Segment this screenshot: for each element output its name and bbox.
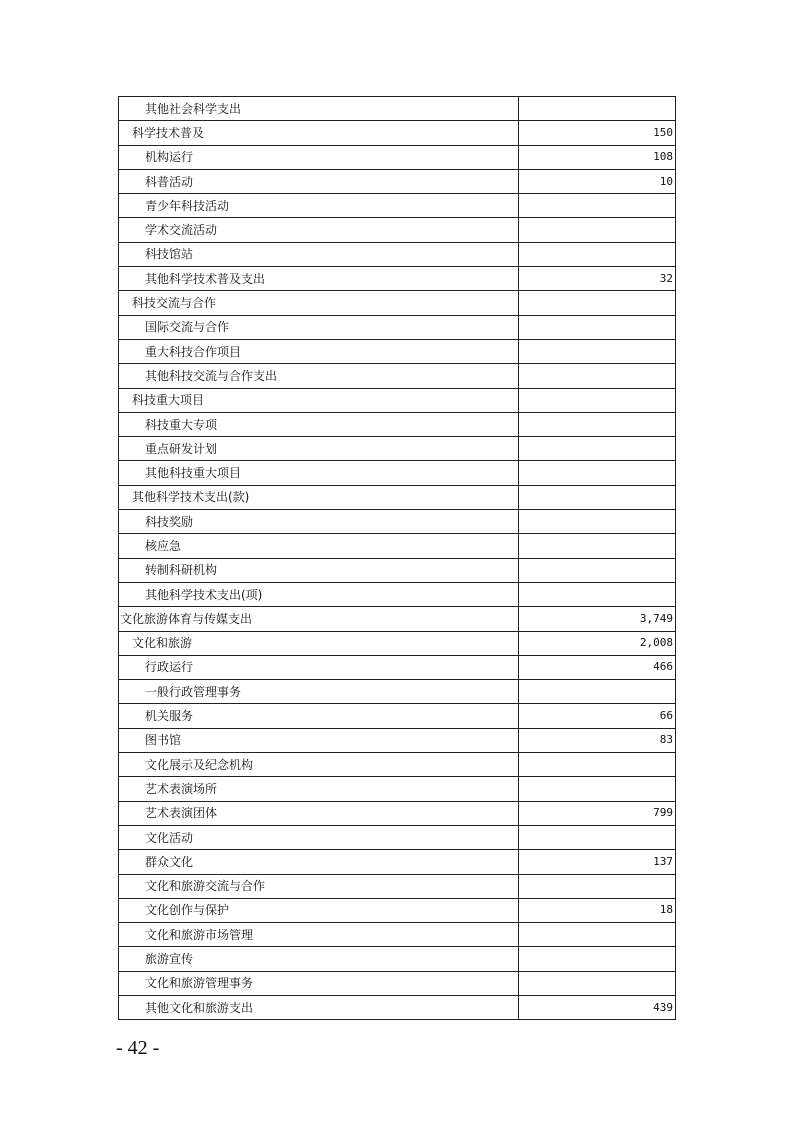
budget-item-amount — [519, 364, 676, 388]
budget-table — [118, 96, 676, 1020]
table-row — [119, 339, 676, 363]
budget-item-amount — [519, 194, 676, 218]
budget-item-name: 科学技术普及 — [119, 121, 519, 145]
table-row — [119, 510, 676, 534]
budget-item-amount — [519, 412, 676, 436]
table-row — [119, 923, 676, 947]
budget-item-amount: 32 — [519, 267, 676, 291]
table-row — [119, 364, 676, 388]
budget-item-name: 核应急 — [119, 534, 519, 558]
budget-item-amount — [519, 97, 676, 121]
budget-item-name: 文化和旅游管理事务 — [119, 971, 519, 995]
budget-item-amount — [519, 874, 676, 898]
table-row — [119, 655, 676, 679]
budget-item-amount — [519, 971, 676, 995]
budget-item-name: 文化和旅游 — [119, 631, 519, 655]
budget-item-name: 艺术表演场所 — [119, 777, 519, 801]
budget-item-name: 文化和旅游市场管理 — [119, 923, 519, 947]
budget-item-amount: 2,008 — [519, 631, 676, 655]
budget-item-amount: 66 — [519, 704, 676, 728]
table-row — [119, 995, 676, 1019]
budget-item-amount: 137 — [519, 850, 676, 874]
budget-item-name: 图书馆 — [119, 728, 519, 752]
page-number: - 42 - — [116, 1037, 160, 1059]
budget-item-amount: 3,749 — [519, 607, 676, 631]
budget-item-name: 学术交流活动 — [119, 218, 519, 242]
table-row — [119, 728, 676, 752]
budget-item-amount: 83 — [519, 728, 676, 752]
table-row — [119, 825, 676, 849]
budget-item-amount — [519, 582, 676, 606]
budget-item-name: 文化展示及纪念机构 — [119, 753, 519, 777]
table-row — [119, 704, 676, 728]
budget-item-amount: 799 — [519, 801, 676, 825]
budget-item-amount — [519, 825, 676, 849]
budget-item-name: 文化旅游体育与传媒支出 — [119, 607, 519, 631]
budget-item-amount — [519, 461, 676, 485]
budget-item-name: 重大科技合作项目 — [119, 339, 519, 363]
budget-item-name: 科普活动 — [119, 169, 519, 193]
budget-item-amount — [519, 510, 676, 534]
budget-item-name: 艺术表演团体 — [119, 801, 519, 825]
table-row — [119, 388, 676, 412]
table-row — [119, 169, 676, 193]
budget-item-name: 其他科技重大项目 — [119, 461, 519, 485]
budget-item-amount — [519, 753, 676, 777]
budget-item-amount: 150 — [519, 121, 676, 145]
budget-item-name: 行政运行 — [119, 655, 519, 679]
table-row — [119, 947, 676, 971]
budget-item-amount: 439 — [519, 995, 676, 1019]
budget-item-amount — [519, 534, 676, 558]
budget-item-name: 文化和旅游交流与合作 — [119, 874, 519, 898]
budget-item-name: 文化创作与保护 — [119, 898, 519, 922]
table-row — [119, 680, 676, 704]
budget-item-amount — [519, 485, 676, 509]
table-row — [119, 777, 676, 801]
table-row — [119, 267, 676, 291]
budget-item-name: 文化活动 — [119, 825, 519, 849]
budget-item-name: 一般行政管理事务 — [119, 680, 519, 704]
budget-item-amount — [519, 558, 676, 582]
budget-item-amount — [519, 315, 676, 339]
table-row — [119, 801, 676, 825]
table-row — [119, 97, 676, 121]
table-row — [119, 753, 676, 777]
table-row — [119, 631, 676, 655]
budget-table-body — [119, 97, 676, 1020]
budget-item-name: 国际交流与合作 — [119, 315, 519, 339]
budget-item-amount — [519, 218, 676, 242]
table-row — [119, 607, 676, 631]
table-row — [119, 461, 676, 485]
table-row — [119, 582, 676, 606]
budget-item-name: 其他文化和旅游支出 — [119, 995, 519, 1019]
table-row — [119, 971, 676, 995]
budget-item-amount — [519, 242, 676, 266]
table-row — [119, 437, 676, 461]
budget-item-name: 其他科技交流与合作支出 — [119, 364, 519, 388]
table-row — [119, 218, 676, 242]
budget-item-name: 科技馆站 — [119, 242, 519, 266]
budget-item-name: 其他科学技术支出(款) — [119, 485, 519, 509]
budget-item-amount — [519, 437, 676, 461]
budget-item-name: 其他科学技术普及支出 — [119, 267, 519, 291]
table-row — [119, 874, 676, 898]
table-row — [119, 558, 676, 582]
budget-item-name: 群众文化 — [119, 850, 519, 874]
budget-item-name: 青少年科技活动 — [119, 194, 519, 218]
budget-item-amount: 18 — [519, 898, 676, 922]
budget-item-name: 其他科学技术支出(项) — [119, 582, 519, 606]
table-row — [119, 145, 676, 169]
budget-item-amount — [519, 291, 676, 315]
budget-item-name: 机关服务 — [119, 704, 519, 728]
table-row — [119, 121, 676, 145]
budget-item-name: 科技交流与合作 — [119, 291, 519, 315]
budget-item-name: 科技重大项目 — [119, 388, 519, 412]
budget-item-name: 转制科研机构 — [119, 558, 519, 582]
table-row — [119, 242, 676, 266]
table-row — [119, 291, 676, 315]
budget-item-name: 旅游宣传 — [119, 947, 519, 971]
table-row — [119, 534, 676, 558]
budget-item-amount — [519, 923, 676, 947]
budget-item-name: 科技奖励 — [119, 510, 519, 534]
budget-item-amount: 10 — [519, 169, 676, 193]
budget-item-amount — [519, 947, 676, 971]
budget-item-amount: 108 — [519, 145, 676, 169]
budget-item-name: 其他社会科学支出 — [119, 97, 519, 121]
budget-item-amount — [519, 777, 676, 801]
budget-item-amount — [519, 339, 676, 363]
table-row — [119, 485, 676, 509]
budget-item-name: 机构运行 — [119, 145, 519, 169]
budget-item-amount — [519, 388, 676, 412]
table-row — [119, 850, 676, 874]
table-row — [119, 315, 676, 339]
table-row — [119, 412, 676, 436]
budget-item-amount: 466 — [519, 655, 676, 679]
table-row — [119, 194, 676, 218]
budget-item-name: 科技重大专项 — [119, 412, 519, 436]
budget-item-amount — [519, 680, 676, 704]
table-row — [119, 898, 676, 922]
budget-item-name: 重点研发计划 — [119, 437, 519, 461]
